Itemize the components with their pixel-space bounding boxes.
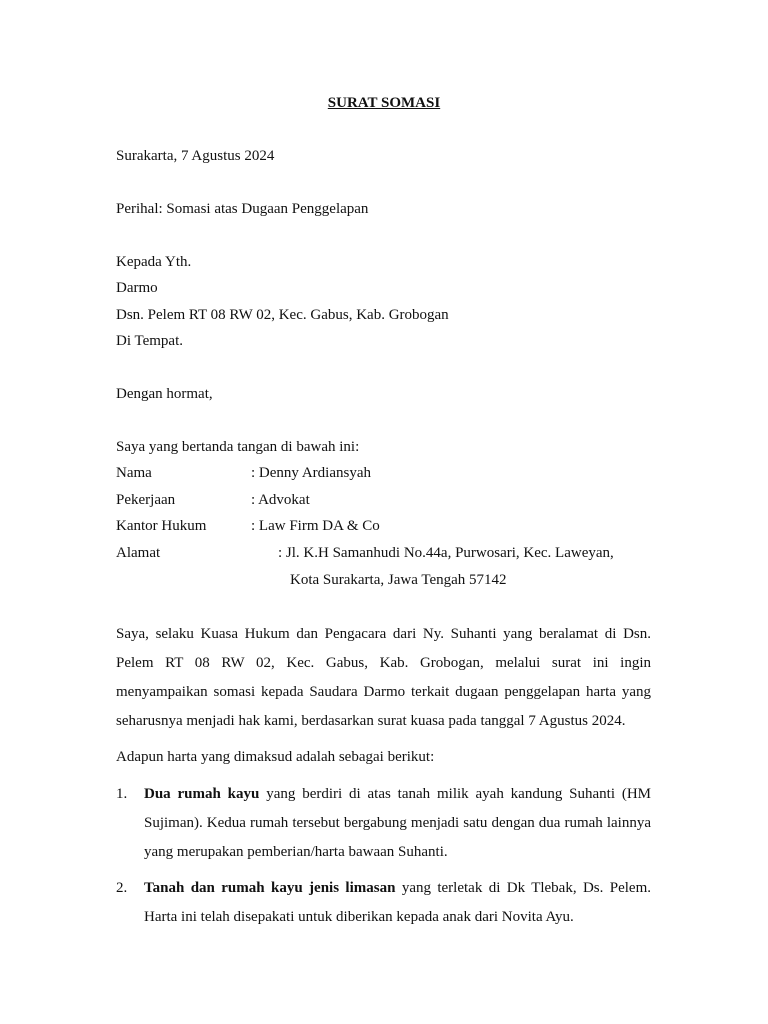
intro-line: Saya yang bertanda tangan di bawah ini:: [116, 439, 360, 455]
recipient-address: Dsn. Pelem RT 08 RW 02, Kec. Gabus, Kab. Grobogan: [116, 307, 449, 323]
recipient-name: Darmo: [116, 280, 158, 296]
address-value-line2: Kota Surakarta, Jawa Tengah 57142: [290, 572, 507, 588]
list-item-text: yang berdiri di atas tanah milik ayah kandung Suhanti (HM Sujiman). Kedua rumah tersebut bergabung menjadi satu dengan dua rumah lainnya yang merupakan pemberian/harta bawaan Suhanti.: [144, 786, 651, 860]
office-value: : Law Firm DA & Co: [251, 518, 380, 534]
job-value: : Advokat: [251, 492, 310, 508]
place-date: Surakarta, 7 Agustus 2024: [116, 148, 275, 164]
address-value-line1: : Jl. K.H Samanhudi No.44a, Purwosari, Kec. Laweyan,: [278, 545, 614, 561]
name-value: : Denny Ardiansyah: [251, 465, 371, 481]
job-label: Pekerjaan: [116, 492, 176, 508]
list-item-text: yang terletak di Dk Tlebak, Ds. Pelem. Harta ini telah disepakati untuk diberikan kepada anak dari Novita Ayu.: [144, 880, 652, 925]
name-label: Nama: [116, 465, 152, 481]
office-label: Kantor Hukum: [116, 518, 207, 534]
greeting: Dengan hormat,: [116, 386, 213, 402]
list-item-bold: Tanah dan rumah kayu jenis limasan: [144, 880, 396, 896]
letter-title: SURAT SOMASI: [327, 95, 441, 111]
body-paragraph: Saya, selaku Kuasa Hukum dan Pengacara dari Ny. Suhanti yang beralamat di Dsn. Pelem RT 08 RW 02, Kec. Gabus, Kab. Grobogan, melalui surat ini ingin menyampaikan somasi kepada Saudara Darmo terkait dugaan penggelapan harta yang seharusnya menjadi hak kami, berdasarkan surat kuasa pada tanggal 7 Agustus 2024.: [116, 626, 651, 729]
address-label: Alamat: [116, 545, 161, 561]
subject-line: Perihal: Somasi atas Dugaan Penggelapan: [116, 201, 369, 217]
list-item-number: 1.: [116, 786, 128, 802]
recipient-place: Di Tempat.: [116, 333, 183, 349]
list-item: [144, 874, 651, 932]
list-item-number: 2.: [116, 880, 128, 896]
list-intro: Adapun harta yang dimaksud adalah sebagai berikut:: [116, 749, 435, 765]
recipient-salutation: Kepada Yth.: [116, 254, 192, 270]
list-item: [144, 780, 651, 867]
list-item-bold: Dua rumah kayu: [144, 786, 260, 802]
